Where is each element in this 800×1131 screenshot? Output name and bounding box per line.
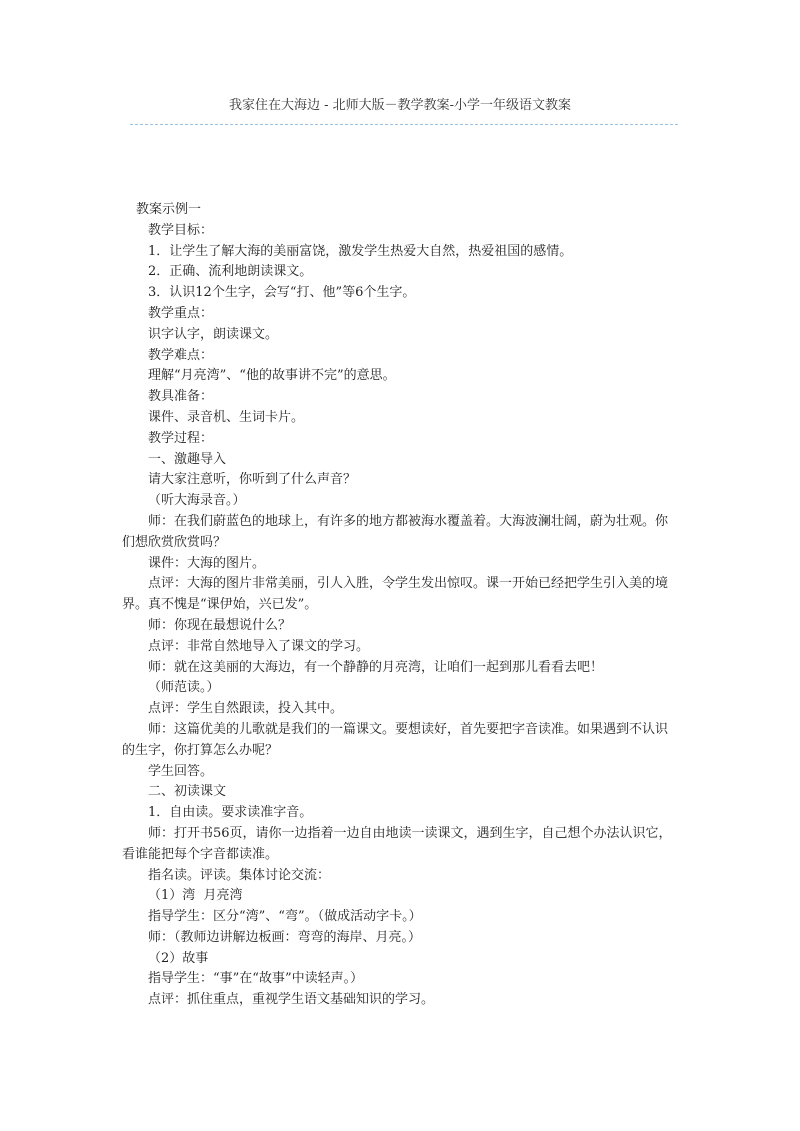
heading-objectives: 教学目标： [148, 222, 214, 238]
text-line: 点评：学生自然跟读，投入其中。 [148, 701, 344, 717]
heading-process: 教学过程： [148, 430, 214, 446]
subheading: 一、激趣导入 [148, 451, 227, 467]
paragraph: 师：打开书56页，请你一边指着一边自由地读一读课文，遇到生字，自己想个办法认识它，看谁能把每个字音都读准。 [122, 825, 672, 862]
heading-materials: 教具准备： [148, 389, 214, 405]
subheading: 二、初读课文 [148, 784, 227, 800]
text-line: （1）湾 月亮湾 [148, 888, 243, 904]
text-line: 师：（教师边讲解边板画：弯弯的海岸、月亮。） [148, 929, 422, 945]
text-line: 请大家注意听，你听到了什么声音？ [148, 472, 357, 488]
text-line: 指名读。评读。集体讨论交流： [148, 867, 331, 883]
document-body [122, 200, 680, 1011]
paragraph: 师：这篇优美的儿歌就是我们的一篇课文。要想读好，首先要把字音读准。如果遇到不认识的生字，你打算怎么办呢？ [122, 721, 669, 758]
text-line: （师范读。） [148, 680, 220, 696]
text-line: 点评：抓住重点，重视学生语文基础知识的学习。 [148, 992, 435, 1008]
objective-item: 1．让学生了解大海的美丽富饶，激发学生热爱大自然，热爱祖国的感情。 [148, 243, 573, 259]
objective-item: 2．正确、流利地朗读课文。 [148, 264, 313, 280]
objective-item: 3．认识12个生字，会写“打、他”等6个生字。 [148, 285, 416, 301]
text-line: 识字认字，朗读课文。 [148, 326, 279, 342]
text-line: 指导学生：区分“湾”、“弯”。（做成活动字卡。） [148, 909, 422, 925]
text-line: （2）故事 [148, 950, 209, 966]
text-line: 指导学生：“事”在“故事”中读轻声。） [148, 971, 364, 987]
text-line: （听大海录音。） [148, 493, 246, 509]
text-line: 师：你现在最想说什么？ [148, 617, 292, 633]
text-line: 课件：大海的图片。 [148, 555, 266, 571]
section-title: 教案示例一 [136, 202, 202, 217]
heading-key-points: 教学重点： [148, 305, 214, 321]
text-line: 学生回答。 [148, 763, 214, 779]
paragraph: 点评：大海的图片非常美丽，引人入胜，令学生发出惊叹。课一开始已经把学生引入美的境界。真不愧是“课伊始，兴已发”。 [122, 576, 669, 613]
paragraph: 师：在我们蔚蓝色的地球上，有许多的地方都被海水覆盖着。大海波澜壮阔，蔚为壮观。你们想欣赏欣赏吗？ [122, 513, 669, 550]
text-line: 课件、录音机、生词卡片。 [148, 409, 305, 425]
text-line: 1．自由读。要求读准字音。 [148, 805, 313, 821]
text-line: 点评：非常自然地导入了课文的学习。 [148, 638, 370, 654]
heading-difficulties: 教学难点： [148, 347, 214, 363]
text-line: 师：就在这美丽的大海边，有一个静静的月亮湾，让咱们一起到那儿看看去吧！ [148, 659, 604, 675]
header-divider [130, 124, 678, 125]
document-header-title: 我家住在大海边 - 北师大版－教学教案-小学一年级语文教案 [228, 98, 572, 113]
text-line: 理解“月亮湾”、“他的故事讲不完”的意思。 [148, 368, 396, 384]
